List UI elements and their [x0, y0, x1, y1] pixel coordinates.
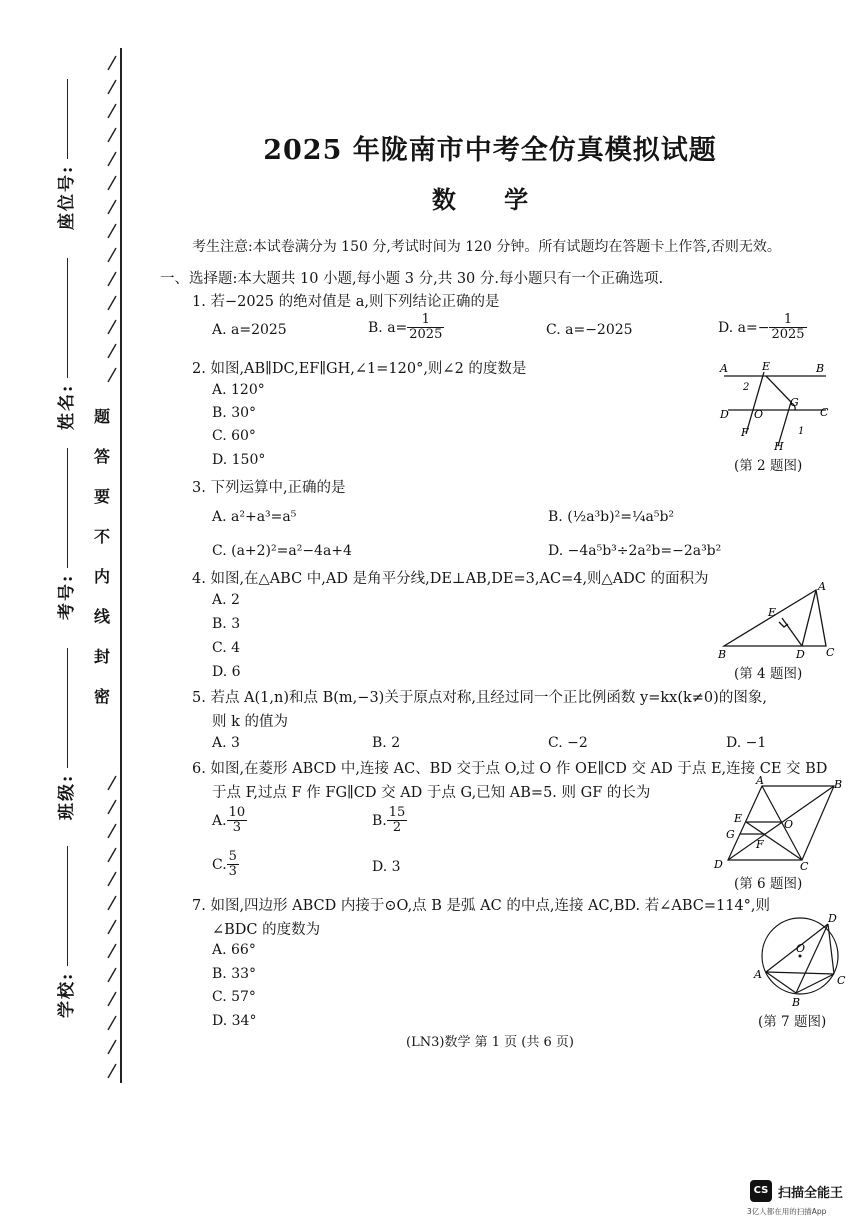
- q6-figure-caption: (第 6 题图): [734, 876, 803, 892]
- question-7-stem-cont: ∠BDC 的度数为: [212, 922, 321, 938]
- q4-label-b: B: [718, 648, 727, 661]
- q7-label-b: B: [792, 996, 801, 1009]
- q6-option-a: A. $\frac{10}{3}$: [212, 805, 246, 836]
- seal-char-3: 要: [94, 487, 111, 506]
- seal-char-5: 内: [94, 567, 111, 586]
- q2-option-a: A. 120°: [212, 382, 265, 398]
- camscanner-logo-icon: CS: [750, 1180, 772, 1202]
- q4-label-d: D: [796, 648, 805, 661]
- q6-label-f: F: [756, 838, 764, 851]
- q4-label-c: C: [826, 646, 835, 659]
- q6-label-c: C: [800, 860, 809, 872]
- q5-option-c: C. −2: [548, 735, 588, 751]
- q4-option-b: B. 3: [212, 616, 241, 632]
- q2-label-angle2: 2: [743, 382, 750, 393]
- q7-option-d: D. 34°: [212, 1013, 257, 1029]
- q7-figure: [752, 910, 852, 1010]
- q5-option-d: D. −1: [726, 735, 767, 751]
- q4-figure: [714, 578, 844, 662]
- q2-label-b: B: [816, 362, 825, 375]
- scanner-app-name: 扫描全能王: [778, 1185, 844, 1201]
- seal-char-4: 不: [94, 527, 111, 546]
- seal-char-6: 线: [94, 607, 111, 626]
- class-field: [52, 648, 77, 820]
- seal-char-7: 封: [94, 647, 111, 666]
- q1-option-c: C. a=−2025: [546, 322, 633, 338]
- q2-option-c: C. 60°: [212, 428, 256, 444]
- exam-number-field: [52, 448, 77, 620]
- section-heading: 一、选择题:本大题共 10 小题,每小题 3 分,共 30 分.每小题只有一个正确选项.: [160, 271, 664, 287]
- question-1-stem: 1. 若−2025 的绝对值是 a,则下列结论正确的是: [192, 294, 500, 310]
- seal-char-8: 密: [94, 687, 111, 706]
- q6-option-b: B. $\frac{15}{2}$: [372, 805, 406, 836]
- name-label: 姓名:: [57, 383, 77, 430]
- q2-label-d: D: [720, 408, 729, 421]
- question-6-stem-cont: 于点 F,过点 F 作 FG∥CD 交 AD 于点 G,已知 AB=5. 则 GF 的长为: [212, 785, 651, 801]
- q4-option-a: A. 2: [212, 592, 240, 608]
- question-6-stem: 6. 如图,在菱形 ABCD 中,连接 AC、BD 交于点 O,过 O 作 OE∥CD 交 AD 于点 E,连接 CE 交 BD: [192, 761, 828, 777]
- q2-label-h: H: [774, 440, 784, 453]
- q2-figure: [716, 358, 836, 454]
- question-2-stem: 2. 如图,AB∥DC,EF∥GH,∠1=120°,则∠2 的度数是: [192, 361, 527, 377]
- q7-label-a: A: [754, 968, 762, 981]
- q4-option-d: D. 6: [212, 664, 241, 680]
- q2-option-d: D. 150°: [212, 452, 266, 468]
- q4-label-a: A: [818, 580, 826, 593]
- q7-option-a: A. 66°: [212, 942, 256, 958]
- seal-char-1: 题: [94, 407, 111, 426]
- q6-label-b: B: [834, 778, 843, 791]
- q5-option-a: A. 3: [212, 735, 240, 751]
- q7-option-c: C. 57°: [212, 989, 256, 1005]
- q2-label-o: O: [754, 408, 764, 421]
- exam-number-blank[interactable]: [67, 448, 68, 568]
- q7-label-d: D: [828, 912, 837, 925]
- q7-label-o: O: [796, 942, 806, 955]
- q4-figure-caption: (第 4 题图): [734, 666, 803, 682]
- question-7-stem: 7. 如图,四边形 ABCD 内接于⊙O,点 B 是弧 AC 的中点,连接 AC,BD. 若∠ABC=114°,则: [192, 898, 771, 914]
- q1-option-d: D. a=− $\frac{1}{2025}$: [718, 312, 805, 343]
- name-blank[interactable]: [67, 258, 68, 378]
- q6-figure: [710, 776, 845, 872]
- q2-label-angle1: 1: [798, 426, 805, 437]
- q2-label-g: G: [790, 396, 799, 409]
- q6-option-c: C. $\frac{5}{3}$: [212, 849, 237, 880]
- q3-option-b: B. (½a³b)²=¼a⁵b²: [548, 509, 675, 525]
- q6-label-g: G: [726, 828, 735, 841]
- class-blank[interactable]: [67, 648, 68, 768]
- q3-option-a: A. a²+a³=a⁵: [212, 509, 297, 525]
- scanner-tagline: 3亿人都在用的扫描App: [747, 1207, 827, 1216]
- q4-option-c: C. 4: [212, 640, 241, 656]
- q7-figure-caption: (第 7 题图): [758, 1014, 827, 1030]
- scanner-watermark: [750, 1180, 843, 1202]
- q6-label-o: O: [784, 818, 794, 831]
- q1-option-a: A. a=2025: [212, 322, 287, 338]
- name-field: [52, 258, 77, 430]
- school-field: [52, 846, 77, 1018]
- class-label: 班级:: [57, 773, 77, 820]
- q6-label-d: D: [714, 858, 723, 871]
- question-4-stem: 4. 如图,在△ABC 中,AD 是角平分线,DE⊥AB,DE=3,AC=4,则△ADC 的面积为: [192, 571, 709, 587]
- q7-option-b: B. 33°: [212, 966, 257, 982]
- seat-number-label: 座位号:: [57, 164, 77, 230]
- q2-figure-caption: (第 2 题图): [734, 458, 803, 474]
- school-blank[interactable]: [67, 846, 68, 966]
- question-3-stem: 3. 下列运算中,正确的是: [192, 480, 346, 496]
- exam-number-label: 考号:: [57, 573, 77, 620]
- school-label: 学校:: [57, 971, 77, 1018]
- question-5-stem: 5. 若点 A(1,n)和点 B(m,−3)关于原点对称,且经过同一个正比例函数 y=kx(k≠0)的图象,: [192, 690, 767, 706]
- q1-option-b: B. a= $\frac{1}{2025}$: [368, 312, 443, 343]
- seal-char-2: 答: [94, 447, 111, 466]
- q2-label-f: F: [741, 426, 749, 439]
- question-5-stem-cont: 则 k 的值为: [212, 714, 289, 730]
- q6-label-e: E: [734, 812, 743, 825]
- exam-notice: 考生注意:本试卷满分为 150 分,考试时间为 120 分钟。所有试题均在答题卡上作答,否则无效。: [192, 239, 781, 255]
- q6-label-a: A: [756, 776, 764, 787]
- q3-option-d: D. −4a⁵b³÷2a²b=−2a³b²: [548, 543, 722, 559]
- page-footer: (LN3)数学 第 1 页 (共 6 页): [406, 1035, 574, 1050]
- q2-label-a: A: [720, 362, 728, 375]
- q5-option-b: B. 2: [372, 735, 401, 751]
- q2-label-e: E: [762, 360, 771, 373]
- exam-title: 2025 年陇南市中考全仿真模拟试题: [263, 135, 717, 166]
- q3-option-c: C. (a+2)²=a²−4a+4: [212, 543, 352, 559]
- q2-option-b: B. 30°: [212, 405, 257, 421]
- q6-option-d: D. 3: [372, 859, 401, 875]
- subject-title: 数 学: [431, 185, 549, 214]
- q4-label-e: E: [768, 606, 777, 619]
- q7-label-c: C: [837, 974, 846, 987]
- q2-label-c: C: [820, 406, 829, 419]
